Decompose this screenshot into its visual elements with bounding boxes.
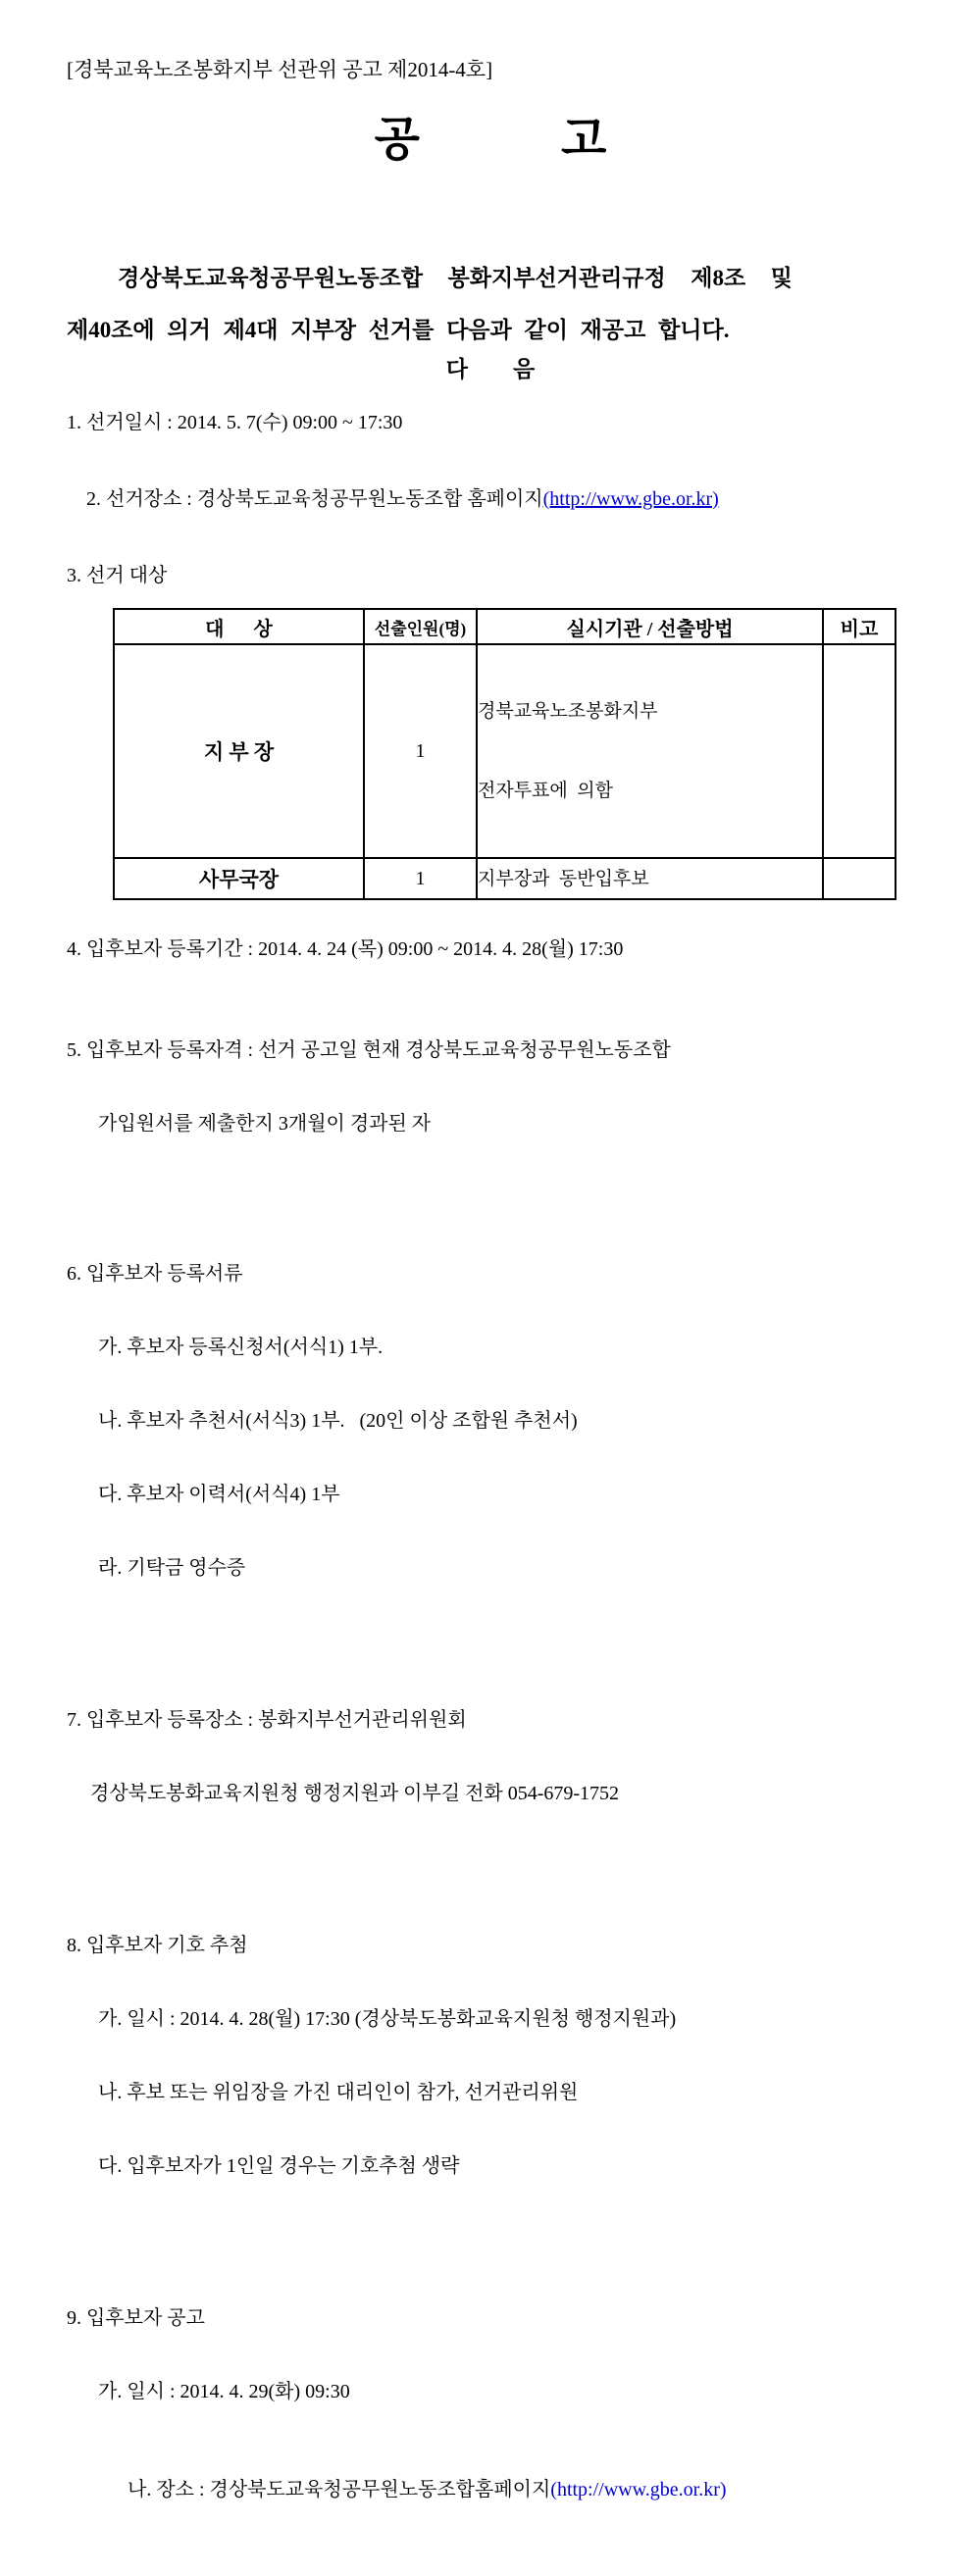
item-candidate-number-draw-b: 나. 후보 또는 위임장을 가진 대리인이 참가, 선거관리위원 xyxy=(98,2082,579,2103)
item-registration-qualification-line1: 5. 입후보자 등록자격 : 선거 공고일 현재 경상북도교육청공무원노동조합 xyxy=(67,1039,671,1061)
table-header-target: 대 상 xyxy=(114,609,364,644)
cell-count-branch-chief: 1 xyxy=(364,644,477,858)
election-target-table xyxy=(113,608,896,900)
item-candidate-number-draw xyxy=(67,1885,914,2228)
notice-number-line: [경북교육노조봉화지부 선관위 공고 제2014-4호] xyxy=(67,58,493,81)
page-title: 공 고 xyxy=(374,114,607,166)
item-registration-place xyxy=(67,1659,914,1855)
table-header-method: 실시기관 / 선출방법 xyxy=(477,609,823,644)
table-row-branch-chief xyxy=(114,644,896,858)
cell-note-office-manager xyxy=(823,858,896,899)
gbe-homepage-link-2[interactable]: (http://www.gbe.or.kr) xyxy=(550,2479,727,2500)
item-registration-documents-d: 라. 기탁금 영수증 xyxy=(98,1557,246,1579)
item-candidate-announcement-b xyxy=(67,2453,914,2527)
item-candidate-announcement-b-text: 나. 장소 : 경상북도교육청공무원노동조합홈페이지 xyxy=(128,2479,551,2500)
daum-heading: 다 음 xyxy=(445,357,536,381)
intro-paragraph xyxy=(67,265,914,344)
cell-method-branch-chief xyxy=(477,644,823,858)
item-candidate-number-draw-a: 가. 일시 : 2014. 4. 28(월) 17:30 (경상북도봉화교육지원청 행정지원과) xyxy=(98,2008,677,2030)
item-registration-qualification-line2: 가입원서를 제출한지 3개월이 경과된 자 xyxy=(98,1113,432,1135)
cell-method-office-manager: 지부장과 동반입후보 xyxy=(477,858,823,899)
item-candidate-announcement xyxy=(67,2257,914,2576)
item-registration-documents-c: 다. 후보자 이력서(서식4) 1부 xyxy=(98,1484,340,1505)
gbe-homepage-link[interactable]: (http://www.gbe.or.kr) xyxy=(542,488,719,510)
table-header-row xyxy=(114,609,896,644)
cell-target-office-manager: 사무국장 xyxy=(114,858,364,899)
item-candidate-number-draw-heading: 8. 입후보자 기호 추첨 xyxy=(67,1935,248,1956)
item-registration-documents-a: 가. 후보자 등록신청서(서식1) 1부. xyxy=(98,1337,384,1358)
item-registration-place-line2: 경상북도봉화교육지원청 행정지원과 이부길 전화 054-679-1752 xyxy=(90,1783,620,1804)
item-election-place xyxy=(67,463,914,536)
cell-note-branch-chief xyxy=(823,644,896,858)
item-registration-documents-b: 나. 후보자 추천서(서식3) 1부. (20인 이상 조합원 추천서) xyxy=(98,1410,578,1432)
item-registration-qualification xyxy=(67,989,914,1186)
item-registration-place-line1: 7. 입후보자 등록장소 : 봉화지부선거관리위원회 xyxy=(67,1709,467,1731)
intro-paragraph-line1: 경상북도교육청공무원노동조합 봉화지부선거관리규정 제8조 및 xyxy=(118,266,793,290)
cell-target-branch-chief: 지 부 장 xyxy=(114,644,364,858)
item-registration-period: 4. 입후보자 등록기간 : 2014. 4. 24 (목) 09:00 ~ 2014. 4. 28(월) 17:30 xyxy=(67,938,624,960)
cell-method-branch-chief-line2: 전자투표에 의함 xyxy=(478,781,613,801)
intro-paragraph-line2: 제40조에 의거 제4대 지부장 선거를 다음과 같이 재공고 합니다. xyxy=(67,318,730,342)
table-row-office-manager xyxy=(114,858,896,899)
item-candidate-announcement-heading: 9. 입후보자 공고 xyxy=(67,2307,205,2329)
table-header-count: 선출인원(명) xyxy=(364,609,477,644)
item-candidate-number-draw-c: 다. 입후보자가 1인일 경우는 기호추첨 생략 xyxy=(98,2155,460,2177)
item-election-place-text: 2. 선거장소 : 경상북도교육청공무원노동조합 홈페이지 xyxy=(86,488,543,510)
item-election-target-heading: 3. 선거 대상 xyxy=(67,565,168,586)
item-election-datetime: 1. 선거일시 : 2014. 5. 7(수) 09:00 ~ 17:30 xyxy=(67,412,403,433)
item-candidate-announcement-a: 가. 일시 : 2014. 4. 29(화) 09:30 xyxy=(98,2381,350,2402)
cell-method-branch-chief-line1: 경북교육노조봉화지부 xyxy=(478,701,658,722)
item-registration-documents xyxy=(67,1213,914,1630)
cell-count-office-manager: 1 xyxy=(364,858,477,899)
table-header-note: 비고 xyxy=(823,609,896,644)
item-registration-documents-heading: 6. 입후보자 등록서류 xyxy=(67,1263,243,1285)
